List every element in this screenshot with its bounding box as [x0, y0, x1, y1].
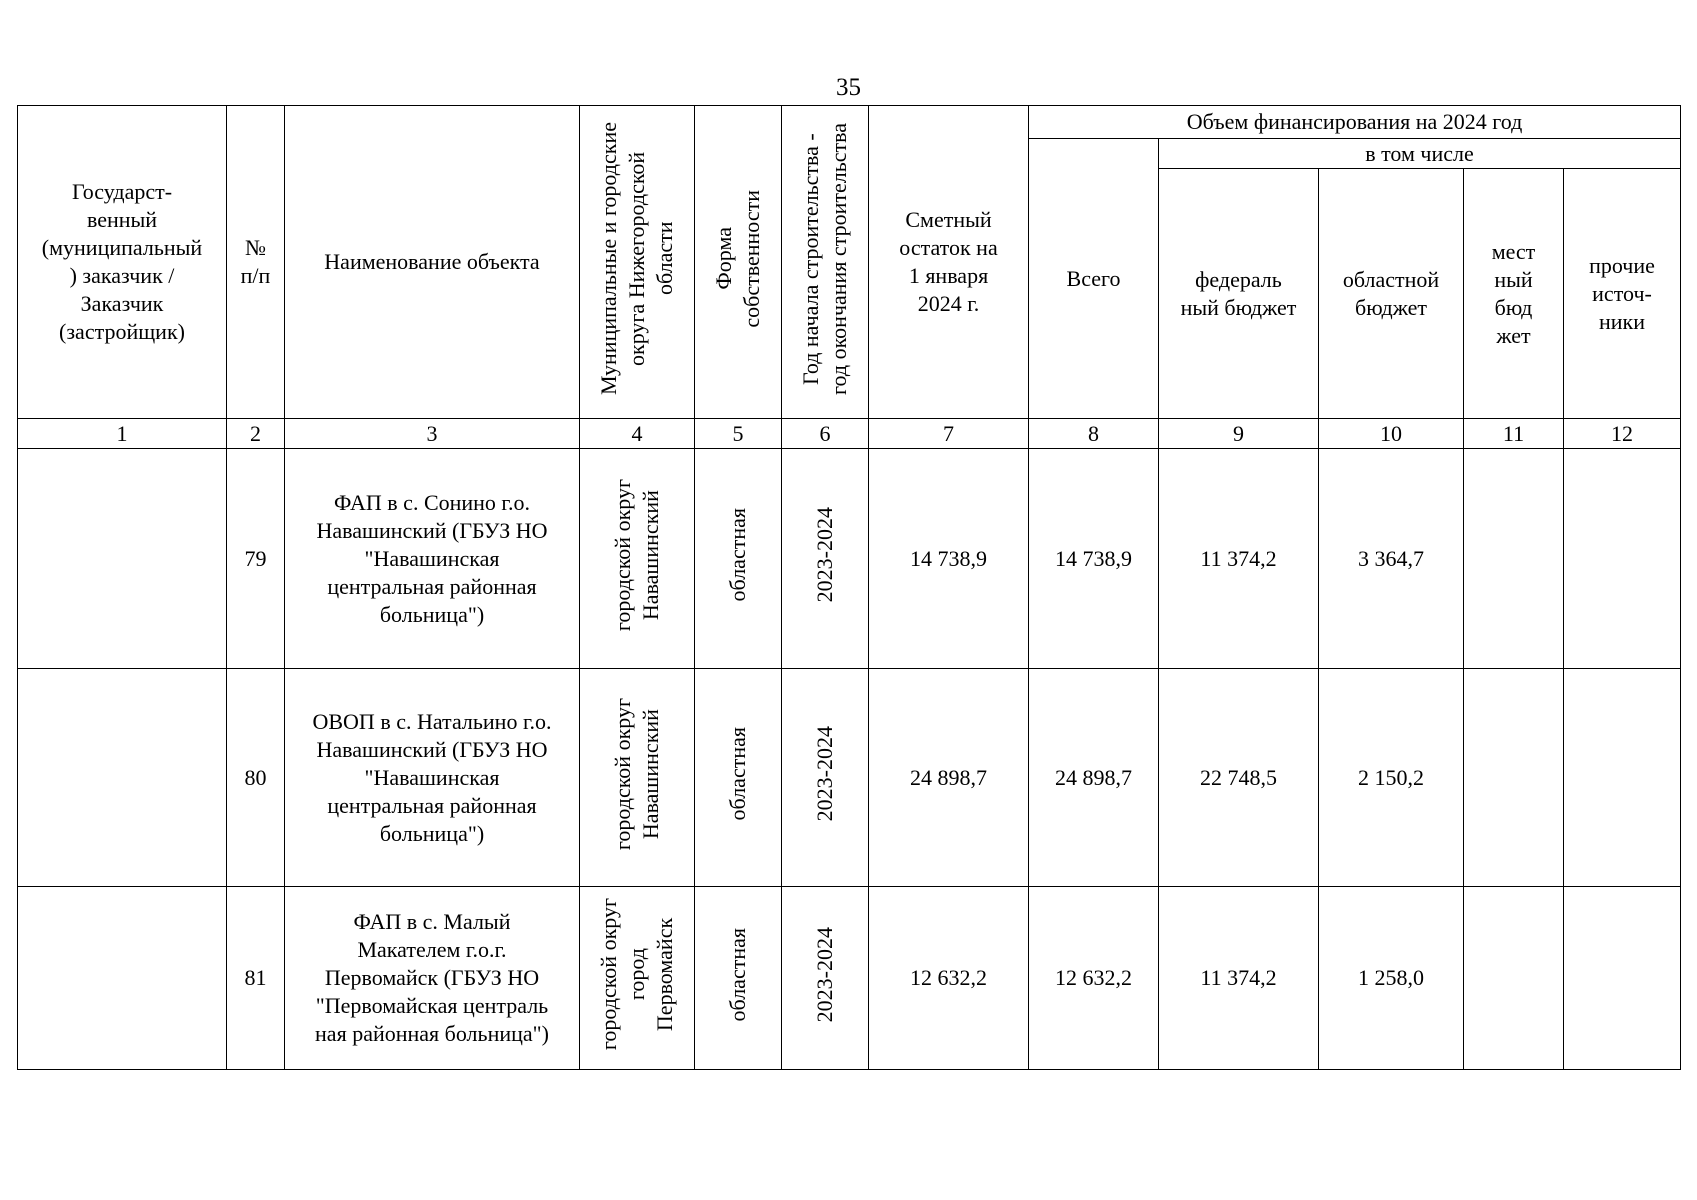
cell-object-name: ФАП в с. Сонино г.о. Навашинский (ГБУЗ НО "Навашинская центральная районная больница") — [285, 449, 580, 669]
cell-ownership: областная — [695, 887, 782, 1070]
cell-other — [1564, 887, 1681, 1070]
table-row — [18, 669, 1681, 887]
cell-number: 79 — [227, 449, 285, 669]
header-regional: областной бюджет — [1319, 169, 1464, 419]
column-number: 5 — [695, 419, 782, 449]
column-number: 7 — [869, 419, 1029, 449]
cell-number: 81 — [227, 887, 285, 1070]
cell-federal: 11 374,2 — [1159, 449, 1319, 669]
column-number: 10 — [1319, 419, 1464, 449]
header-estimate-balance: Сметный остаток на 1 января 2024 г. — [869, 106, 1029, 419]
cell-total: 24 898,7 — [1029, 669, 1159, 887]
cell-ownership: областная — [695, 449, 782, 669]
cell-federal: 22 748,5 — [1159, 669, 1319, 887]
financing-table — [17, 105, 1681, 1070]
header-years: Год начала строительства - год окончания строительства — [782, 106, 869, 419]
cell-district: городской округ Навашинский — [580, 669, 695, 887]
cell-ownership: областная — [695, 669, 782, 887]
cell-years: 2023-2024 — [782, 887, 869, 1070]
header-funding-title: Объем финансирования на 2024 год — [1029, 106, 1681, 139]
cell-customer — [18, 449, 227, 669]
cell-number: 80 — [227, 669, 285, 887]
cell-object-name: ФАП в с. Малый Макателем г.о.г. Первомайск (ГБУЗ НО "Первомайская централь ная районная больница") — [285, 887, 580, 1070]
column-number: 2 — [227, 419, 285, 449]
cell-other — [1564, 449, 1681, 669]
column-number: 8 — [1029, 419, 1159, 449]
cell-regional: 2 150,2 — [1319, 669, 1464, 887]
header-customer: Государст- венный (муниципальный ) заказчик / Заказчик (застройщик) — [18, 106, 227, 419]
cell-federal: 11 374,2 — [1159, 887, 1319, 1070]
cell-total: 12 632,2 — [1029, 887, 1159, 1070]
cell-years: 2023-2024 — [782, 449, 869, 669]
cell-regional: 3 364,7 — [1319, 449, 1464, 669]
column-number: 6 — [782, 419, 869, 449]
cell-local — [1464, 669, 1564, 887]
cell-estimate-balance: 14 738,9 — [869, 449, 1029, 669]
column-number: 11 — [1464, 419, 1564, 449]
cell-estimate-balance: 24 898,7 — [869, 669, 1029, 887]
column-number: 9 — [1159, 419, 1319, 449]
cell-local — [1464, 449, 1564, 669]
header-local: мест ный бюд жет — [1464, 169, 1564, 419]
cell-district: городской округ Навашинский — [580, 449, 695, 669]
cell-estimate-balance: 12 632,2 — [869, 887, 1029, 1070]
cell-customer — [18, 887, 227, 1070]
cell-years: 2023-2024 — [782, 669, 869, 887]
cell-local — [1464, 887, 1564, 1070]
header-including: в том числе — [1159, 139, 1681, 169]
cell-customer — [18, 669, 227, 887]
header-ownership: Форма собственности — [695, 106, 782, 419]
cell-district: городской округ город Первомайск — [580, 887, 695, 1070]
cell-regional: 1 258,0 — [1319, 887, 1464, 1070]
table-row — [18, 887, 1681, 1070]
column-number: 3 — [285, 419, 580, 449]
header-total: Всего — [1029, 139, 1159, 419]
column-number: 1 — [18, 419, 227, 449]
column-number-row — [18, 419, 1681, 449]
header-federal: федераль ный бюджет — [1159, 169, 1319, 419]
column-number: 12 — [1564, 419, 1681, 449]
table-row — [18, 449, 1681, 669]
cell-object-name: ОВОП в с. Натальино г.о. Навашинский (ГБУЗ НО "Навашинская центральная районная больница") — [285, 669, 580, 887]
header-object-name: Наименование объекта — [285, 106, 580, 419]
column-number: 4 — [580, 419, 695, 449]
cell-other — [1564, 669, 1681, 887]
header-other: прочие источ- ники — [1564, 169, 1681, 419]
header-number: № п/п — [227, 106, 285, 419]
header-district: Муниципальные и городские округа Нижегородской области — [580, 106, 695, 419]
page-number: 35 — [836, 74, 861, 101]
cell-total: 14 738,9 — [1029, 449, 1159, 669]
